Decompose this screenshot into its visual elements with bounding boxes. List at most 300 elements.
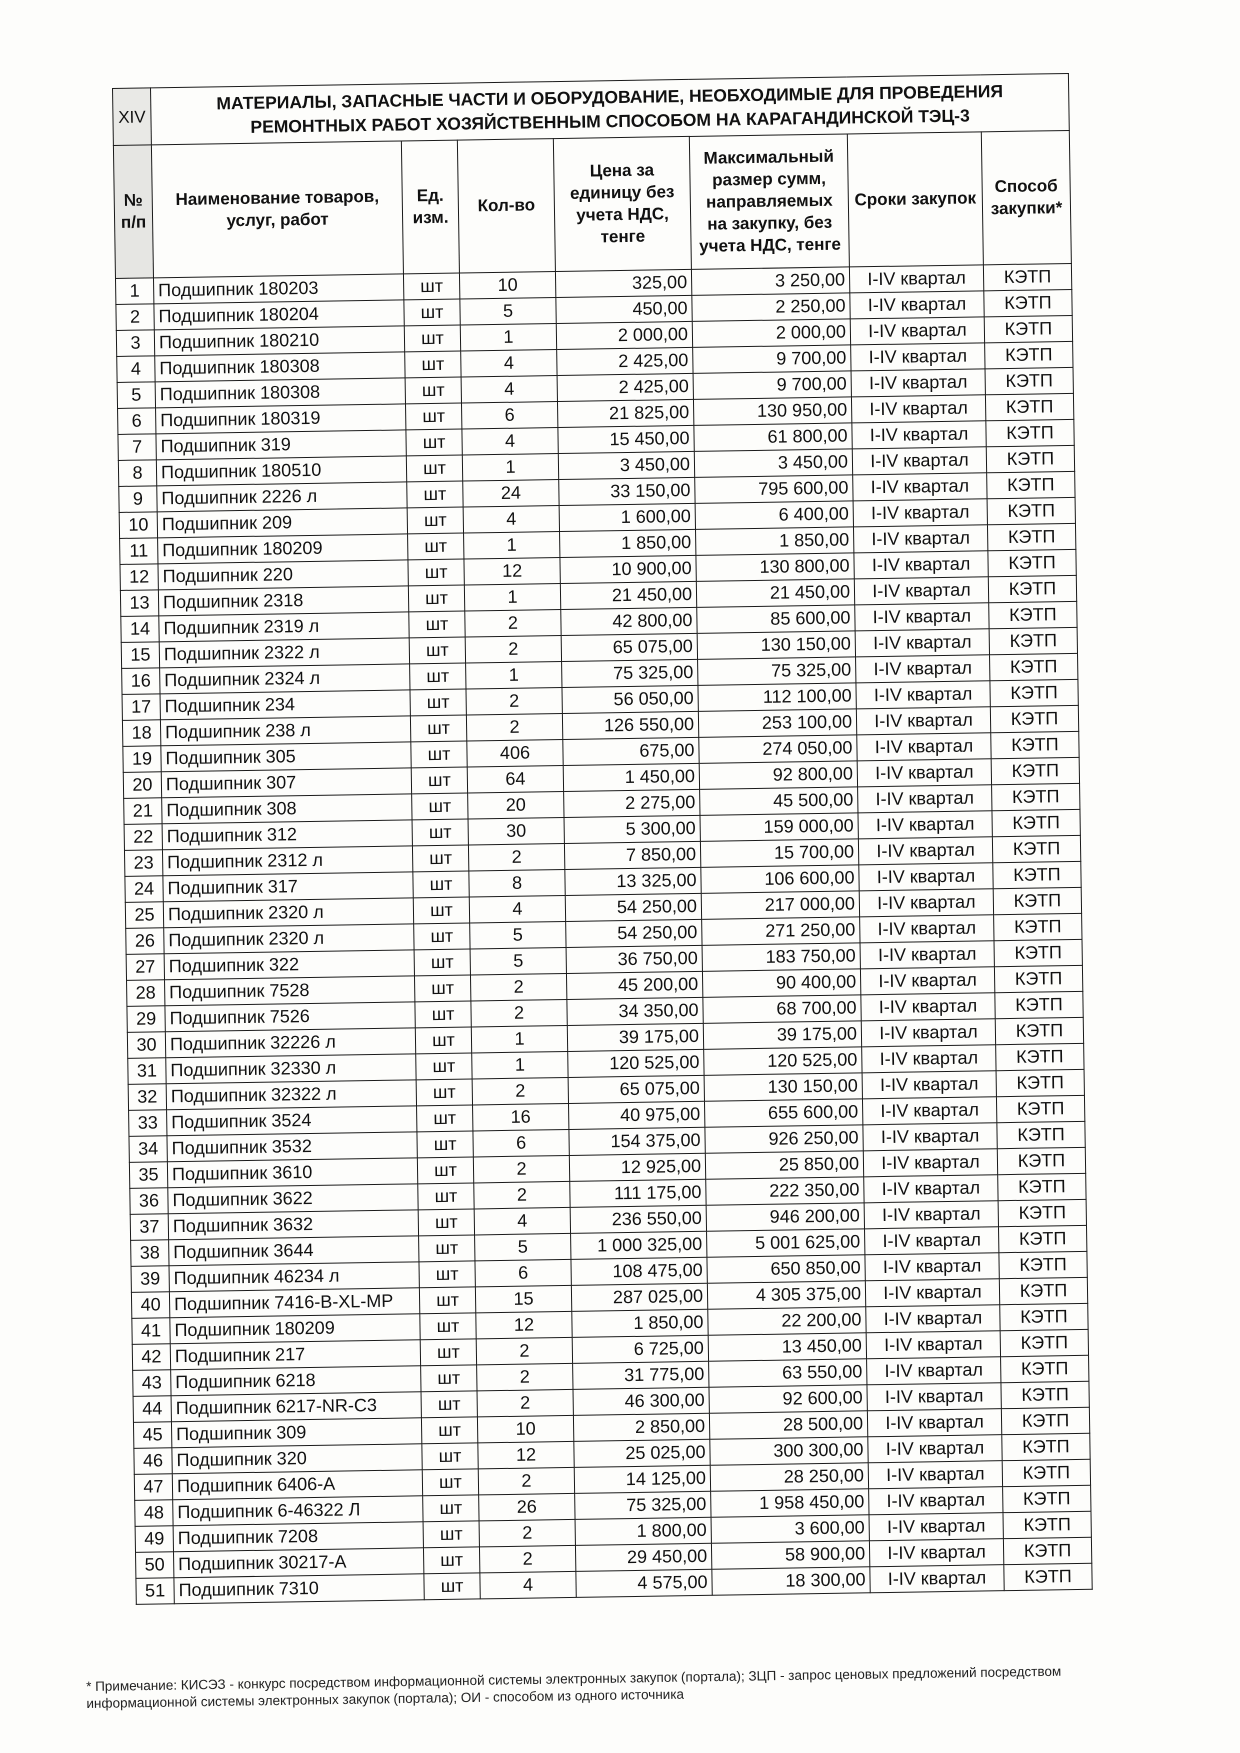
unit: шт [420, 1339, 476, 1366]
unit: шт [419, 1235, 475, 1262]
item-name: Подшипник 220 [158, 560, 408, 590]
procurement-period: I-IV квартал [861, 993, 995, 1021]
item-name: Подшипник 180209 [158, 534, 408, 564]
unit-price: 1 450,00 [563, 763, 699, 791]
quantity: 64 [467, 765, 563, 793]
quantity: 2 [479, 1545, 575, 1573]
procurement-method: КЭТП [992, 783, 1080, 810]
total-amount: 25 850,00 [705, 1151, 863, 1179]
quantity: 2 [478, 1467, 574, 1495]
procurement-period: I-IV квартал [860, 967, 994, 995]
quantity: 30 [468, 817, 564, 845]
unit: шт [408, 585, 464, 612]
procurement-method: КЭТП [986, 445, 1074, 472]
quantity: 5 [470, 947, 566, 975]
procurement-method: КЭТП [994, 965, 1082, 992]
unit: шт [406, 429, 462, 456]
procurement-method: КЭТП [993, 887, 1081, 914]
unit: шт [415, 1027, 471, 1054]
item-name: Подшипник 7310 [174, 1574, 424, 1604]
section-number: XIV [113, 88, 152, 146]
total-amount: 112 100,00 [698, 683, 856, 711]
quantity: 4 [474, 1207, 570, 1235]
row-number: 13 [120, 590, 158, 617]
row-number: 49 [135, 1526, 173, 1553]
row-number: 1 [115, 278, 153, 305]
unit-price: 56 050,00 [562, 685, 698, 713]
header-price: Цена за единицу без учета НДС, тенге [553, 136, 691, 271]
procurement-period: I-IV квартал [867, 1383, 1001, 1411]
procurement-method: КЭТП [1000, 1303, 1088, 1330]
unit-price: 25 025,00 [574, 1439, 710, 1467]
unit-price: 2 275,00 [564, 789, 700, 817]
item-name: Подшипник 32322 л [166, 1080, 416, 1110]
unit: шт [408, 533, 464, 560]
item-name: Подшипник 180204 [154, 300, 404, 330]
procurement-method: КЭТП [992, 809, 1080, 836]
quantity: 1 [472, 1051, 568, 1079]
procurement-method: КЭТП [997, 1121, 1085, 1148]
total-amount: 3 600,00 [711, 1515, 869, 1543]
procurement-method: КЭТП [989, 601, 1077, 628]
quantity: 2 [466, 688, 562, 716]
unit: шт [422, 1443, 478, 1470]
unit-price: 33 150,00 [559, 477, 695, 505]
unit-price: 46 300,00 [573, 1387, 709, 1415]
unit-price: 1 800,00 [575, 1517, 711, 1545]
item-name: Подшипник 7528 [165, 976, 415, 1006]
quantity: 8 [469, 869, 565, 897]
quantity: 5 [460, 298, 556, 326]
quantity: 2 [468, 843, 564, 871]
procurement-table [112, 73, 1093, 1605]
item-name: Подшипник 309 [171, 1418, 421, 1448]
item-name: Подшипник 320 [172, 1444, 422, 1474]
header-unit: Ед. изм. [401, 140, 459, 274]
procurement-method: КЭТП [1002, 1459, 1090, 1486]
item-name: Подшипник 2322 л [159, 638, 409, 668]
quantity: 2 [474, 1181, 570, 1209]
quantity: 2 [465, 610, 561, 638]
total-amount: 4 305 375,00 [707, 1281, 865, 1309]
row-number: 47 [134, 1474, 172, 1501]
total-amount: 183 750,00 [702, 943, 860, 971]
total-amount: 130 150,00 [704, 1073, 862, 1101]
item-name: Подшипник 305 [161, 742, 411, 772]
total-amount: 85 600,00 [697, 605, 855, 633]
total-amount: 90 400,00 [702, 969, 860, 997]
total-amount: 1 958 450,00 [711, 1489, 869, 1517]
quantity: 6 [473, 1129, 569, 1157]
unit: шт [410, 689, 466, 716]
row-number: 14 [121, 616, 159, 643]
item-name: Подшипник 7208 [173, 1522, 423, 1552]
total-amount: 222 350,00 [706, 1177, 864, 1205]
row-number: 45 [133, 1422, 171, 1449]
procurement-period: I-IV квартал [867, 1409, 1001, 1437]
unit: шт [418, 1183, 474, 1210]
unit-price: 1 600,00 [559, 503, 695, 531]
unit: шт [404, 299, 460, 326]
quantity: 24 [463, 480, 559, 508]
unit-price: 54 250,00 [566, 919, 702, 947]
unit: шт [412, 793, 468, 820]
row-number: 50 [136, 1552, 174, 1579]
unit-price: 45 200,00 [566, 971, 702, 999]
item-name: Подшипник 238 л [160, 716, 410, 746]
row-number: 22 [124, 824, 162, 851]
unit: шт [423, 1495, 479, 1522]
total-amount: 1 850,00 [696, 527, 854, 555]
item-name: Подшипник 6-46322 Л [173, 1496, 423, 1526]
unit: шт [420, 1313, 476, 1340]
total-amount: 22 200,00 [708, 1307, 866, 1335]
procurement-period: I-IV квартал [856, 655, 990, 683]
item-name: Подшипник 32330 л [166, 1054, 416, 1084]
unit-price: 2 000,00 [556, 321, 692, 349]
total-amount: 106 600,00 [701, 865, 859, 893]
item-name: Подшипник 322 [164, 950, 414, 980]
item-name: Подшипник 180209 [170, 1314, 420, 1344]
procurement-period: I-IV квартал [856, 707, 990, 735]
row-number: 3 [116, 330, 154, 357]
total-amount: 655 600,00 [704, 1099, 862, 1127]
quantity: 6 [461, 402, 557, 430]
row-number: 20 [123, 772, 161, 799]
unit-price: 10 900,00 [560, 555, 696, 583]
unit-price: 13 325,00 [565, 867, 701, 895]
unit: шт [424, 1573, 480, 1600]
row-number: 28 [127, 980, 165, 1007]
unit: шт [406, 455, 462, 482]
procurement-method: КЭТП [991, 731, 1079, 758]
row-number: 4 [117, 356, 155, 383]
unit-price: 120 525,00 [568, 1049, 704, 1077]
procurement-method: КЭТП [984, 315, 1072, 342]
item-name: Подшипник 180510 [156, 456, 406, 486]
procurement-method: КЭТП [996, 1095, 1084, 1122]
item-name: Подшипник 209 [157, 508, 407, 538]
item-name: Подшипник 180308 [155, 378, 405, 408]
unit: шт [404, 325, 460, 352]
row-number: 29 [127, 1006, 165, 1033]
item-name: Подшипник 6218 [171, 1366, 421, 1396]
procurement-method: КЭТП [990, 705, 1078, 732]
procurement-method: КЭТП [1001, 1381, 1089, 1408]
unit: шт [405, 351, 461, 378]
item-name: Подшипник 32226 л [165, 1028, 415, 1058]
unit-price: 65 075,00 [568, 1075, 704, 1103]
procurement-method: КЭТП [998, 1199, 1086, 1226]
row-number: 31 [128, 1058, 166, 1085]
item-name: Подшипник 180308 [155, 352, 405, 382]
procurement-period: I-IV квартал [857, 759, 991, 787]
unit: шт [416, 1079, 472, 1106]
item-name: Подшипник 2320 л [163, 898, 413, 928]
procurement-period: I-IV квартал [855, 629, 989, 657]
total-amount: 92 800,00 [699, 761, 857, 789]
quantity: 2 [472, 1077, 568, 1105]
quantity: 1 [464, 584, 560, 612]
quantity: 1 [464, 532, 560, 560]
unit-price: 75 325,00 [562, 659, 698, 687]
total-amount: 5 001 625,00 [707, 1229, 865, 1257]
unit: шт [405, 377, 461, 404]
quantity: 2 [466, 714, 562, 742]
procurement-method: КЭТП [999, 1251, 1087, 1278]
total-amount: 253 100,00 [698, 709, 856, 737]
total-amount: 120 525,00 [704, 1047, 862, 1075]
row-number: 16 [122, 668, 160, 695]
quantity: 16 [473, 1103, 569, 1131]
total-amount: 159 000,00 [700, 813, 858, 841]
row-number: 11 [120, 538, 158, 565]
header-name: Наименование товаров, услуг, работ [151, 141, 403, 278]
procurement-period: I-IV квартал [860, 915, 994, 943]
procurement-period: I-IV квартал [862, 1045, 996, 1073]
quantity: 2 [471, 999, 567, 1027]
row-number: 44 [133, 1396, 171, 1423]
header-row [113, 130, 1071, 278]
unit: шт [407, 507, 463, 534]
quantity: 12 [476, 1311, 572, 1339]
header-num: № п/п [113, 145, 153, 279]
unit-price: 5 300,00 [564, 815, 700, 843]
procurement-period: I-IV квартал [869, 1539, 1003, 1567]
unit-price: 14 125,00 [574, 1465, 710, 1493]
procurement-period: I-IV квартал [870, 1565, 1004, 1593]
footnote: * Примечание: КИСЭЗ - конкурс посредством информационной системы электронных закупок (портала); ЗЦП - запрос ценовых предложений посредством информационной системы электронных закупок (портала); ОИ - способом из одного источника [86, 1663, 1062, 1711]
total-amount: 75 325,00 [698, 657, 856, 685]
row-number: 46 [134, 1448, 172, 1475]
row-number: 30 [127, 1032, 165, 1059]
row-number: 37 [130, 1214, 168, 1241]
unit-price: 65 075,00 [561, 633, 697, 661]
header-period: Сроки закупок [847, 132, 983, 267]
unit: шт [421, 1365, 477, 1392]
unit-price: 7 850,00 [564, 841, 700, 869]
quantity: 10 [459, 272, 555, 300]
row-number: 48 [135, 1500, 173, 1527]
unit: шт [421, 1417, 477, 1444]
unit-price: 12 925,00 [569, 1153, 705, 1181]
section-title: МАТЕРИАЛЫ, ЗАПАСНЫЕ ЧАСТИ И ОБОРУДОВАНИЕ, НЕОБХОДИМЫЕ ДЛЯ ПРОВЕДЕНИЯ РЕМОНТНЫХ РАБОТ ХОЗЯЙСТВЕННЫМ СПОСОБОМ НА КАРАГАНДИНСКОЙ ТЭЦ-3 [151, 73, 1070, 144]
procurement-period: I-IV квартал [853, 499, 987, 527]
quantity: 5 [475, 1233, 571, 1261]
procurement-method: КЭТП [999, 1277, 1087, 1304]
item-name: Подшипник 2226 л [157, 482, 407, 512]
procurement-method: КЭТП [1004, 1563, 1092, 1590]
item-name: Подшипник 30217-А [173, 1548, 423, 1578]
quantity: 2 [465, 636, 561, 664]
procurement-method: КЭТП [993, 861, 1081, 888]
total-amount: 39 175,00 [703, 1021, 861, 1049]
quantity: 4 [461, 376, 557, 404]
unit: шт [412, 845, 468, 872]
quantity: 4 [480, 1571, 576, 1599]
total-amount: 2 250,00 [692, 293, 850, 321]
unit-price: 75 325,00 [575, 1491, 711, 1519]
row-number: 40 [131, 1292, 169, 1319]
procurement-period: I-IV квартал [859, 889, 993, 917]
row-number: 38 [131, 1240, 169, 1267]
procurement-period: I-IV квартал [851, 343, 985, 371]
total-amount: 926 250,00 [705, 1125, 863, 1153]
quantity: 6 [475, 1259, 571, 1287]
unit-price: 111 175,00 [570, 1179, 706, 1207]
quantity: 5 [470, 921, 566, 949]
procurement-period: I-IV квартал [866, 1331, 1000, 1359]
row-number: 6 [118, 408, 156, 435]
unit-price: 450,00 [556, 295, 692, 323]
total-amount: 3 250,00 [691, 267, 849, 295]
total-amount: 68 700,00 [703, 995, 861, 1023]
procurement-period: I-IV квартал [853, 473, 987, 501]
procurement-method: КЭТП [988, 549, 1076, 576]
total-amount: 271 250,00 [702, 917, 860, 945]
procurement-method: КЭТП [998, 1225, 1086, 1252]
total-amount: 650 850,00 [707, 1255, 865, 1283]
procurement-method: КЭТП [987, 523, 1075, 550]
item-name: Подшипник 319 [156, 430, 406, 460]
total-amount: 6 400,00 [695, 501, 853, 529]
quantity: 4 [462, 428, 558, 456]
procurement-method: КЭТП [986, 419, 1074, 446]
row-number: 36 [130, 1188, 168, 1215]
procurement-method: КЭТП [996, 1043, 1084, 1070]
procurement-period: I-IV квартал [865, 1227, 999, 1255]
quantity: 12 [478, 1441, 574, 1469]
row-number: 32 [128, 1084, 166, 1111]
unit-price: 325,00 [555, 269, 691, 297]
item-name: Подшипник 217 [170, 1340, 420, 1370]
quantity: 2 [479, 1519, 575, 1547]
quantity: 20 [468, 791, 564, 819]
item-name: Подшипник 6217-NR-C3 [171, 1392, 421, 1422]
total-amount: 92 600,00 [709, 1385, 867, 1413]
item-name: Подшипник 7416-B-XL-MP [169, 1288, 419, 1318]
unit: шт [411, 741, 467, 768]
procurement-period: I-IV квартал [868, 1461, 1002, 1489]
procurement-period: I-IV квартал [867, 1357, 1001, 1385]
item-name: Подшипник 180203 [153, 274, 403, 304]
procurement-method: КЭТП [995, 991, 1083, 1018]
total-amount: 21 450,00 [696, 579, 854, 607]
total-amount: 9 700,00 [693, 371, 851, 399]
row-number: 15 [121, 642, 159, 669]
quantity: 2 [476, 1337, 572, 1365]
unit: шт [414, 949, 470, 976]
total-amount: 61 800,00 [694, 423, 852, 451]
total-amount: 15 700,00 [700, 839, 858, 867]
unit-price: 6 725,00 [572, 1335, 708, 1363]
item-name: Подшипник 307 [161, 768, 411, 798]
unit-price: 29 450,00 [575, 1543, 711, 1571]
procurement-period: I-IV квартал [851, 395, 985, 423]
quantity: 12 [464, 558, 560, 586]
total-amount: 9 700,00 [693, 345, 851, 373]
unit-price: 15 450,00 [558, 425, 694, 453]
procurement-method: КЭТП [1003, 1537, 1091, 1564]
total-amount: 45 500,00 [700, 787, 858, 815]
procurement-period: I-IV квартал [862, 1071, 996, 1099]
procurement-period: I-IV квартал [856, 681, 990, 709]
procurement-period: I-IV квартал [850, 291, 984, 319]
quantity: 1 [471, 1025, 567, 1053]
procurement-period: I-IV квартал [857, 733, 991, 761]
item-name: Подшипник 308 [162, 794, 412, 824]
total-amount: 217 000,00 [701, 891, 859, 919]
unit: шт [417, 1157, 473, 1184]
row-number: 18 [122, 720, 160, 747]
procurement-period: I-IV квартал [868, 1435, 1002, 1463]
procurement-method: КЭТП [1003, 1485, 1091, 1512]
procurement-method: КЭТП [1001, 1355, 1089, 1382]
procurement-period: I-IV квартал [851, 369, 985, 397]
row-number: 26 [126, 928, 164, 955]
row-number: 7 [118, 434, 156, 461]
procurement-period: I-IV квартал [865, 1253, 999, 1281]
unit-price: 39 175,00 [567, 1023, 703, 1051]
procurement-method: КЭТП [990, 679, 1078, 706]
procurement-method: КЭТП [992, 835, 1080, 862]
procurement-method: КЭТП [997, 1147, 1085, 1174]
procurement-method: КЭТП [994, 939, 1082, 966]
row-number: 23 [124, 850, 162, 877]
unit: шт [408, 559, 464, 586]
procurement-period: I-IV квартал [854, 577, 988, 605]
row-number: 8 [118, 460, 156, 487]
unit-price: 287 025,00 [571, 1283, 707, 1311]
item-name: Подшипник 180319 [156, 404, 406, 434]
unit-price: 36 750,00 [566, 945, 702, 973]
unit: шт [410, 663, 466, 690]
procurement-method: КЭТП [988, 575, 1076, 602]
unit-price: 154 375,00 [569, 1127, 705, 1155]
procurement-period: I-IV квартал [853, 525, 987, 553]
unit-price: 21 825,00 [557, 399, 693, 427]
procurement-period: I-IV квартал [854, 551, 988, 579]
quantity: 2 [477, 1363, 573, 1391]
procurement-method: КЭТП [987, 471, 1075, 498]
unit-price: 54 250,00 [565, 893, 701, 921]
row-number: 2 [116, 304, 154, 331]
procurement-period: I-IV квартал [860, 941, 994, 969]
row-number: 12 [120, 564, 158, 591]
procurement-method: КЭТП [1001, 1407, 1089, 1434]
unit-price: 675,00 [563, 737, 699, 765]
item-name: Подшипник 312 [162, 820, 412, 850]
row-number: 34 [129, 1136, 167, 1163]
procurement-period: I-IV квартал [858, 785, 992, 813]
total-amount: 63 550,00 [709, 1359, 867, 1387]
unit: шт [414, 975, 470, 1002]
procurement-period: I-IV квартал [855, 603, 989, 631]
unit-price: 3 450,00 [558, 451, 694, 479]
unit-price: 108 475,00 [571, 1257, 707, 1285]
procurement-method: КЭТП [985, 367, 1073, 394]
header-qty: Кол-во [457, 139, 555, 273]
total-amount: 130 800,00 [696, 553, 854, 581]
unit: шт [413, 897, 469, 924]
total-amount: 18 300,00 [712, 1567, 870, 1595]
quantity: 1 [460, 324, 556, 352]
procurement-period: I-IV квартал [863, 1123, 997, 1151]
unit: шт [417, 1131, 473, 1158]
row-number: 39 [131, 1266, 169, 1293]
procurement-method: КЭТП [990, 653, 1078, 680]
item-name: Подшипник 2320 л [164, 924, 414, 954]
